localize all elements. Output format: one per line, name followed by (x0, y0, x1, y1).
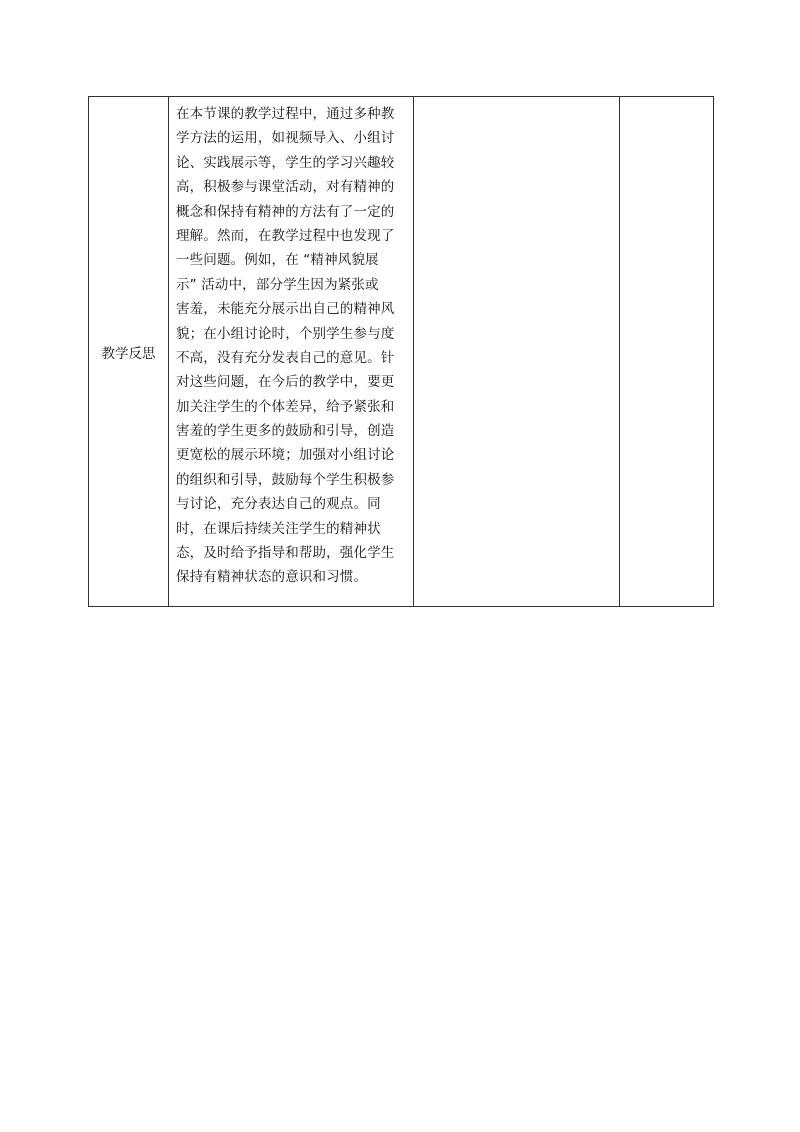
reflection-content-cell (169, 97, 414, 607)
table-row (89, 97, 714, 607)
reflection-line: 学方法的运用，如视频导入、小组讨 (176, 130, 395, 147)
reflection-line: 概念和保持有精神的方法有了一定的 (176, 203, 395, 220)
reflection-table (88, 96, 714, 607)
reflection-line: 保持有精神状态的意识和习惯。 (176, 569, 368, 586)
reflection-line: 害羞，未能充分展示出自己的精神风 (176, 301, 395, 318)
reflection-line: 貌；在小组讨论时，个别学生参与度 (176, 325, 395, 342)
reflection-line: 对这些问题，在今后的教学中，要更 (176, 374, 395, 391)
reflection-line: 的组织和引导，鼓励每个学生积极参 (176, 471, 395, 488)
reflection-line: 示” 活动中，部分学生因为紧张或 (176, 276, 379, 293)
reflection-line: 论、实践展示等，学生的学习兴趣较 (176, 154, 395, 171)
reflection-line: 不高，没有充分发表自己的意见。针 (176, 349, 395, 366)
reflection-line: 理解。然而，在教学过程中也发现了 (176, 227, 395, 244)
reflection-line: 态，及时给予指导和帮助，强化学生 (176, 545, 395, 562)
reflection-line: 与讨论，充分表达自己的观点。同 (176, 496, 381, 513)
reflection-line: 害羞的学生更多的鼓励和引导，创造 (176, 423, 395, 440)
reflection-line: 加关注学生的个体差异，给予紧张和 (176, 398, 395, 415)
row-label: 教学反思 (101, 345, 156, 362)
reflection-line: 高，积极参与课堂活动，对有精神的 (176, 179, 395, 196)
reflection-line: 一些问题。例如，在 “精神风貌展 (176, 252, 379, 269)
reflection-line: 时，在课后持续关注学生的精神状 (176, 520, 381, 537)
empty-cell-1 (414, 97, 620, 607)
row-label-cell (89, 97, 169, 607)
reflection-text (169, 97, 413, 590)
empty-cell-2 (620, 97, 714, 607)
reflection-line: 更宽松的展示环境；加强对小组讨论 (176, 447, 395, 464)
reflection-line: 在本节课的教学过程中，通过多种教 (176, 106, 395, 122)
